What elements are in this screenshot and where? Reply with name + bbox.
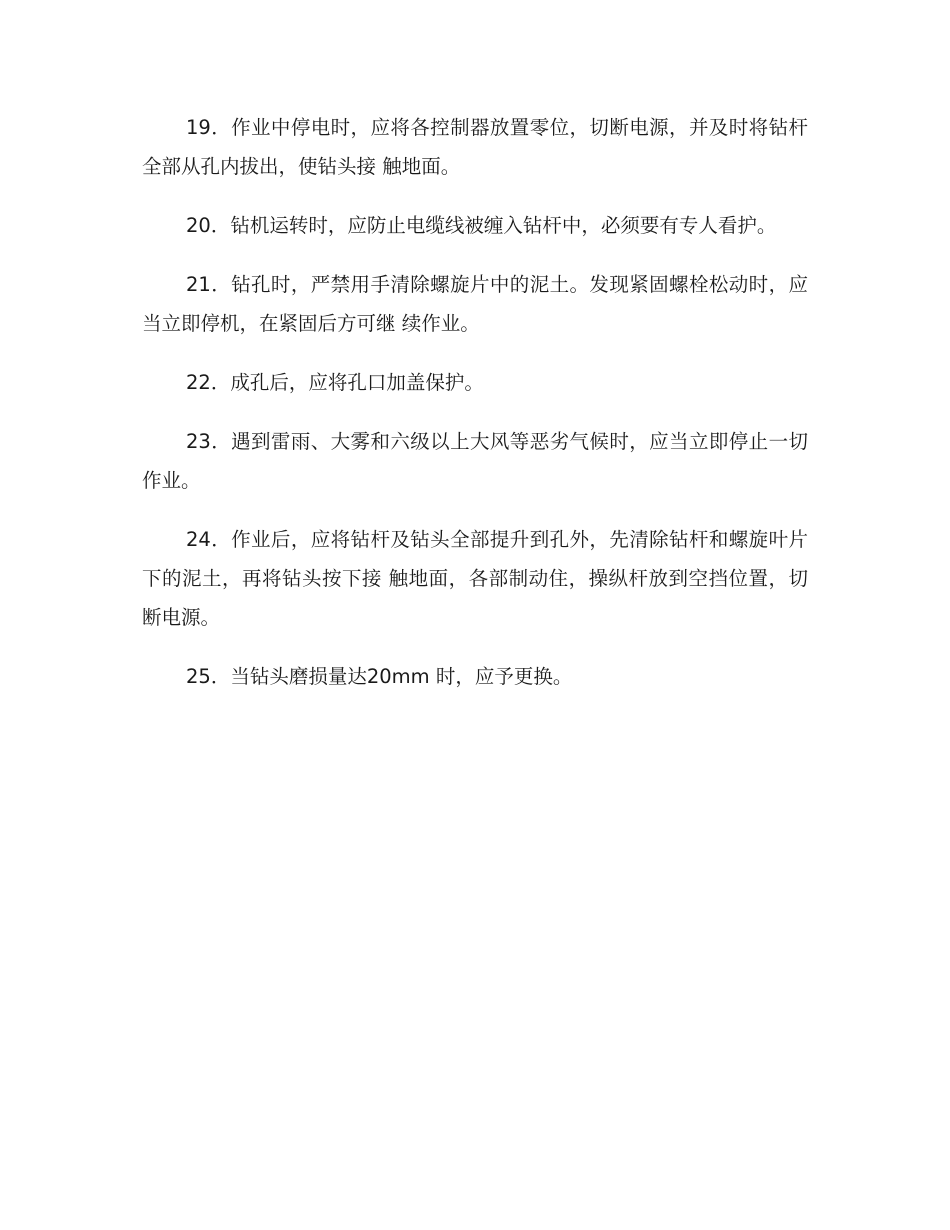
paragraph-20: 20．钻机运转时，应防止电缆线被缠入钻杆中，必须要有专人看护。 — [186, 214, 777, 237]
paragraph-25: 25．当钻头磨损量达20mm 时，应予更换。 — [186, 665, 573, 688]
paragraph-19: 19．作业中停电时，应将各控制器放置零位，切断电源，并及时将钻杆全部从孔内拔出，使钻头接 触地面。 — [142, 116, 808, 178]
paragraph-22: 22．成孔后，应将孔口加盖保护。 — [186, 371, 484, 394]
paragraph-21: 21．钻孔时，严禁用手清除螺旋片中的泥土。发现紧固螺栓松动时，应当立即停机，在紧固后方可继 续作业。 — [142, 273, 808, 335]
paragraph-23: 23．遇到雷雨、大雾和六级以上大风等恶劣气候时，应当立即停止一切作业。 — [142, 430, 808, 492]
document-body — [142, 108, 808, 716]
paragraph-24: 24．作业后，应将钻杆及钻头全部提升到孔外，先清除钻杆和螺旋叶片下的泥土，再将钻头按下接 触地面，各部制动住，操纵杆放到空挡位置，切断电源。 — [142, 528, 808, 629]
